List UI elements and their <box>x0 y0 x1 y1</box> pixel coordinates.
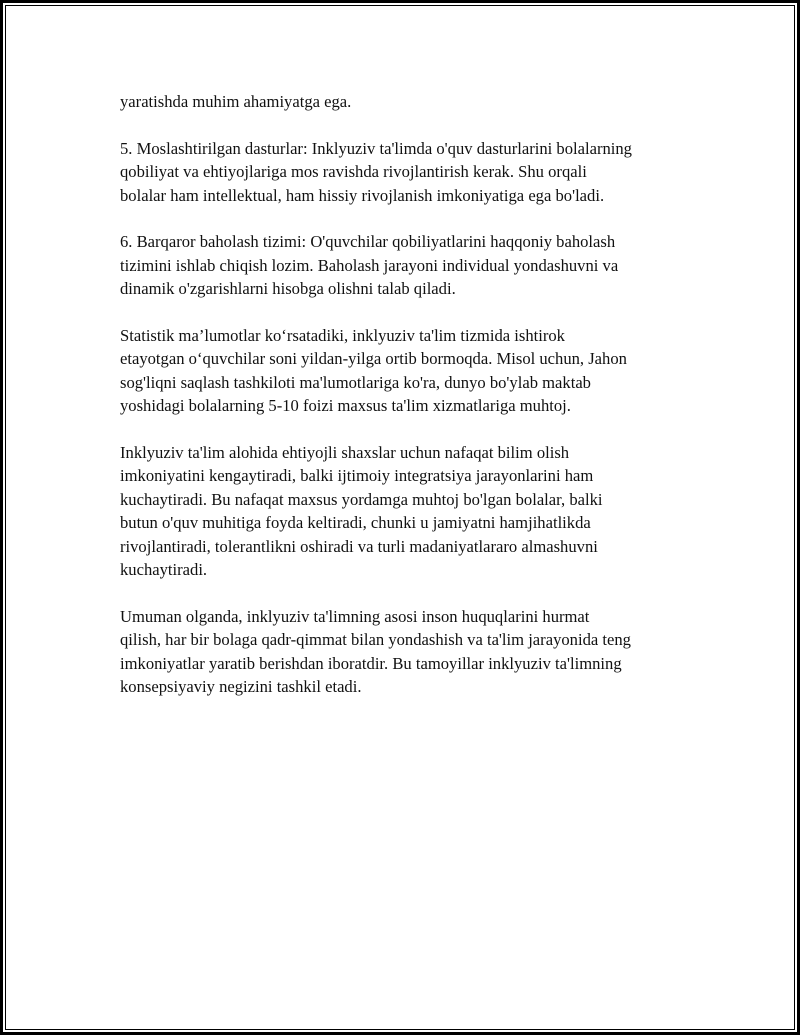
paragraph-integration: Inklyuziv ta'lim alohida ehtiyojli shaxslar uchun nafaqat bilim olish imkoniyatini kengaytiradi, balki ijtimoiy integratsiya jarayonlarini ham kuchaytiradi. Bu nafaqat maxsus yordamga muhtoj bo'lgan bolalar, balki butun o'quv muhitiga foyda keltiradi, chunki u jamiyatni hamjihatlikda rivojlantiradi, tolerantlikni oshiradi va turli madaniyatlararo almashuvni kuchaytiradi. <box>120 443 603 580</box>
paragraph-assessment-system: 6. Barqaror baholash tizimi: O'quvchilar qobiliyatlarini haqqoniy baholash tizimini ishlab chiqish lozim. Baholash jarayoni individual yondashuvni va dinamik o'zgarishlarni hisobga olishni talab qiladi. <box>120 232 619 299</box>
paragraph-continuation: yaratishda muhim ahamiyatga ega. <box>120 92 352 111</box>
paragraph-conclusion: Umuman olganda, inklyuziv ta'limning asosi inson huquqlarini hurmat qilish, har bir bolaga qadr-qimmat bilan yondashish va ta'lim jarayonida teng imkoniyatlar yaratib berishdan iboratdir. Bu tamoyillar inklyuziv ta'limning konsepsiyaviy negizini tashkil etadi. <box>120 606 631 697</box>
document-body <box>120 90 700 722</box>
paragraph-adapted-curricula: 5. Moslashtirilgan dasturlar: Inklyuziv ta'limda o'quv dasturlarini bolalarning qobiliyat va ehtiyojlariga mos ravishda rivojlantirish kerak. Shu orqali bolalar ham intellektual, ham hissiy rivojlanish imkoniyatiga ega bo'ladi. <box>120 138 632 205</box>
paragraph-statistics: Statistik ma’lumotlar ko‘rsatadiki, inklyuziv ta'lim tizmida ishtirok etayotgan o‘quvchilar soni yildan-yilga ortib bormoqda. Misol uchun, Jahon sog'liqni saqlash tashkiloti ma'lumotlariga ko'ra, dunyo bo'ylab maktab yoshidagi bolalarning 5-10 foizi maxsus ta'lim xizmatlariga muhtoj. <box>120 326 627 416</box>
